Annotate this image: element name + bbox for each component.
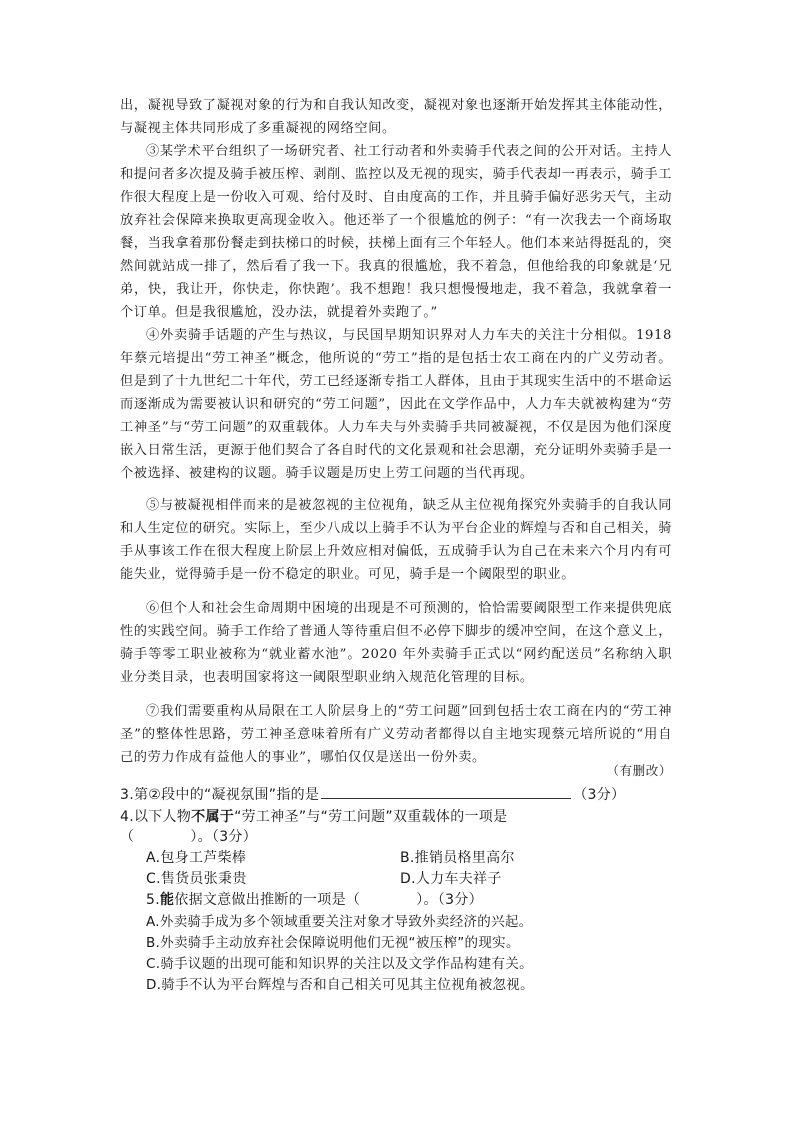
- question-3: [120, 784, 625, 804]
- passage-paragraph-7: ⑦我们需要重构从局限在工人阶层身上的“劳工问题”回到包括士农工商在内的“劳工神圣”的整体性思路，劳工神圣意味着所有广义劳动者都得以自主地实现蔡元培所说的“用自己的劳力作成有益他人的事业”，哪怕仅仅是送出一份外卖。: [120, 704, 672, 765]
- question-4-answer-line: [120, 826, 257, 846]
- option-b[interactable]: B.推销员格里高尔: [400, 850, 515, 866]
- choice-d[interactable]: D.骑手不认为平台辉煌与否和自己相关可见其主位视角被忽视。: [146, 977, 534, 993]
- question-4-emphasis: 不属于: [191, 809, 235, 825]
- question-3-text: 3.第②段中的“凝视氛围”指的是: [120, 787, 320, 803]
- question-5-post: 依据文意做出推断的一项是（: [174, 892, 361, 908]
- question-5-pre: 5.: [146, 892, 160, 908]
- question-5-score: ）。（3分）: [416, 892, 483, 908]
- question-4-pre: 4.以下人物: [120, 809, 192, 825]
- question-5: [146, 889, 483, 909]
- answer-blank[interactable]: [321, 784, 571, 799]
- option-c[interactable]: C.售货员张秉贵: [146, 871, 247, 887]
- answer-open-paren: （: [120, 829, 135, 845]
- choice-b[interactable]: B.外卖骑手主动放弃社会保障说明他们无视“被压榨”的现实。: [146, 935, 520, 951]
- passage-paragraph-2-end: 出，凝视导致了凝视对象的行为和自我认知改变，凝视对象也逐渐开始发挥其主体能动性，与凝视主体共同形成了多重凝视的网络空间。: [120, 98, 672, 136]
- revision-note: （有删改）: [606, 763, 672, 778]
- passage-paragraph-3: ③某学术平台组织了一场研究者、社工行动者和外卖骑手代表之间的公开对话。主持人和提问者多次提及骑手被压榨、剥削、监控以及无视的现实，骑手代表却一再表示，骑手工作很大程度上是一份收入可观、给付及时、自由度高的工作，并且骑手偏好恶劣天气，主动放弃社会保障来换取更高现金收入。他还举了一个很尴尬的例子：“有一次我去一个商场取餐，当我拿着那份餐走到扶梯口的时候，扶梯上面有三个年轻人。他们本来站得挺乱的，突然间就站成一排了，然后看了我一下。我真的很尴尬，我不着急，但他给我的印象就是‘兄弟，快，我让开，你快走，你快跑’。我不想跑！我只想慢慢地走，我不着急，我就拿着一个订单。但是我很尴尬，没办法，就提着外卖跑了。”: [120, 144, 672, 320]
- passage-paragraph-4: ④外卖骑手话题的产生与热议，与民国早期知识界对人力车夫的关注十分相似。1918年蔡元培提出“劳工神圣”概念，他所说的“劳工”指的是包括士农工商在内的广义劳动者。但是到了十九世纪二十年代，劳工已经逐渐专指工人群体，且由于其现实生活中的不堪命运而逐渐成为需要被认识和研究的“劳工问题”，因此在文学作品中，人力车夫就被构建为“劳工神圣”与“劳工问题”的双重载体。人力车夫与外卖骑手共同被凝视，不仅是因为他们深度嵌入日常生活，更源于他们契合了各自时代的文化景观和社会思潮，充分证明外卖骑手是一个被选择、被建构的议题。骑手议题是历史上劳工问题的当代再现。: [120, 328, 672, 481]
- choice-a[interactable]: A.外卖骑手成为多个领域重要关注对象才导致外卖经济的兴起。: [146, 914, 533, 930]
- option-d[interactable]: D.人力车夫祥子: [400, 871, 502, 887]
- question-5-emphasis: 能: [159, 892, 175, 908]
- question-4-score: ）。（3分）: [190, 829, 258, 845]
- question-3-score: （3分）: [573, 787, 626, 803]
- option-a[interactable]: A.包身工芦柴棒: [146, 850, 247, 866]
- passage-paragraph-6: ⑥但个人和社会生命周期中困境的出现是不可预测的，恰恰需要阈限型工作来提供兜底性的实践空间。骑手工作给了普通人等待重启但不必停下脚步的缓冲空间，在这个意义上，骑手等零工职业被称为“就业蓄水池”。2020 年外卖骑手正式以“网约配送员”名称纳入职业分类目录，也表明国家将这一阈限型职业纳入规范化管理的目标。: [120, 601, 672, 685]
- passage-paragraph-5: ⑤与被凝视相伴而来的是被忽视的主位视角，缺乏从主位视角探究外卖骑手的自我认同和人生定位的研究。实际上，至少八成以上骑手不认为平台企业的辉煌与否和自己相关，骑手从事该工作在很大程度上阶层上升效应相对偏低，五成骑手认为自己在未来六个月内有可能失业，觉得骑手是一份不稳定的职业。可见，骑手是一个阈限型的职业。: [120, 498, 672, 582]
- question-4: [120, 806, 507, 826]
- question-4-post: “劳工神圣”与“劳工问题”双重载体的一项是: [234, 809, 508, 825]
- choice-c[interactable]: C.骑手议题的出现可能和知识界的关注以及文学作品构建有关。: [146, 956, 533, 972]
